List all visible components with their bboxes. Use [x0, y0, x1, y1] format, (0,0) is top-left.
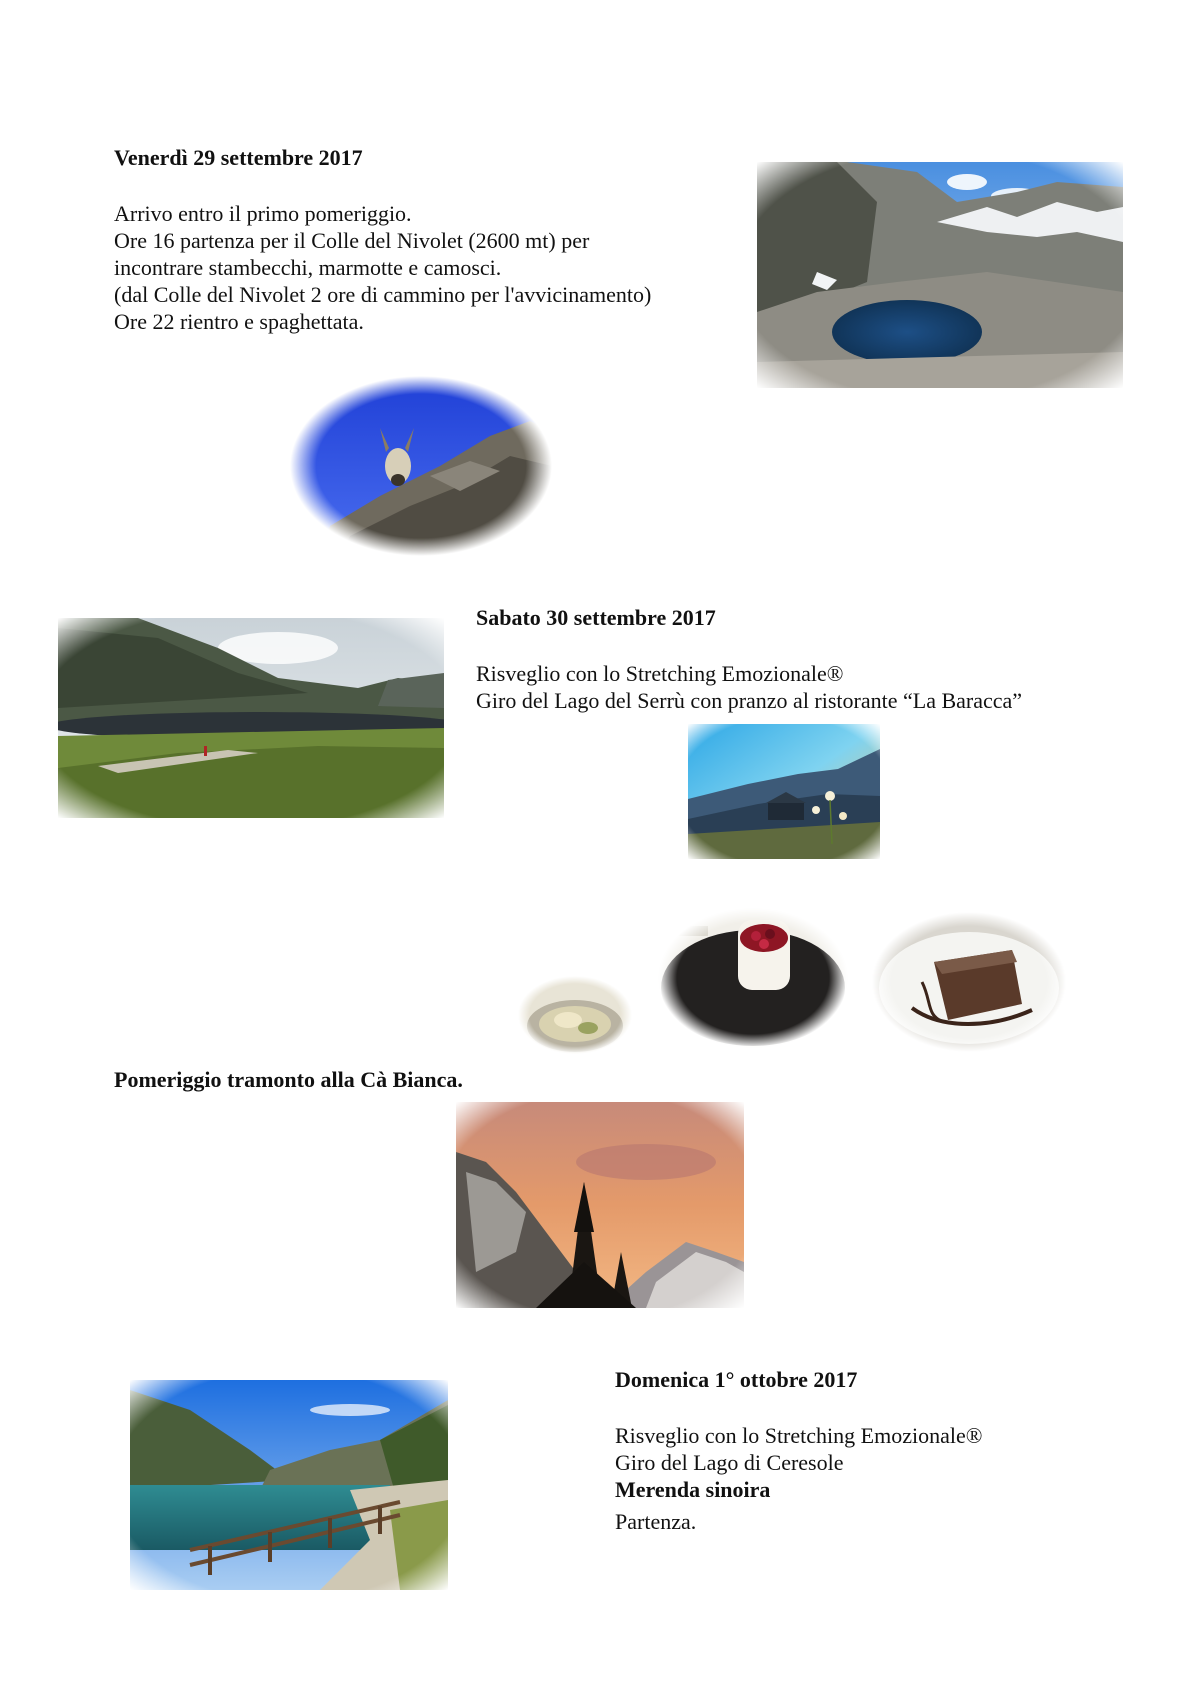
sunday-line-4: Partenza. [615, 1509, 697, 1534]
food-dish-photo [518, 976, 632, 1054]
lago-serru-photo [58, 618, 444, 818]
mountain-lake-photo [757, 162, 1123, 388]
sunday-line-1: Risveglio con lo Stretching Emozionale® [615, 1423, 983, 1448]
lago-ceresole-photo [130, 1380, 448, 1590]
friday-line-3: incontrare stambecchi, marmotte e camosci. [114, 255, 502, 280]
ibex-photo [290, 376, 552, 556]
sunday-line-2: Giro del Lago di Ceresole [615, 1450, 844, 1475]
friday-heading: Venerdì 29 settembre 2017 [114, 145, 363, 170]
saturday-heading: Sabato 30 settembre 2017 [476, 605, 716, 630]
chocolate-cake-photo [872, 912, 1066, 1052]
friday-line-2: Ore 16 partenza per il Colle del Nivolet (2600 mt) per [114, 228, 590, 253]
friday-line-5: Ore 22 rientro e spaghettata. [114, 309, 364, 334]
sunset-photo [456, 1102, 744, 1308]
sunday-heading: Domenica 1° ottobre 2017 [615, 1367, 858, 1392]
sunday-bold-line: Merenda sinoira [615, 1477, 771, 1502]
afternoon-heading: Pomeriggio tramonto alla Cà Bianca. [114, 1067, 463, 1092]
mountain-hut-photo [688, 724, 880, 859]
saturday-line-1: Risveglio con lo Stretching Emozionale® [476, 661, 844, 686]
dessert-cup-photo [658, 908, 848, 1048]
friday-line-4: (dal Colle del Nivolet 2 ore di cammino per l'avvicinamento) [114, 282, 652, 307]
friday-line-1: Arrivo entro il primo pomeriggio. [114, 201, 412, 226]
saturday-line-2: Giro del Lago del Serrù con pranzo al ristorante “La Baracca” [476, 688, 1023, 713]
